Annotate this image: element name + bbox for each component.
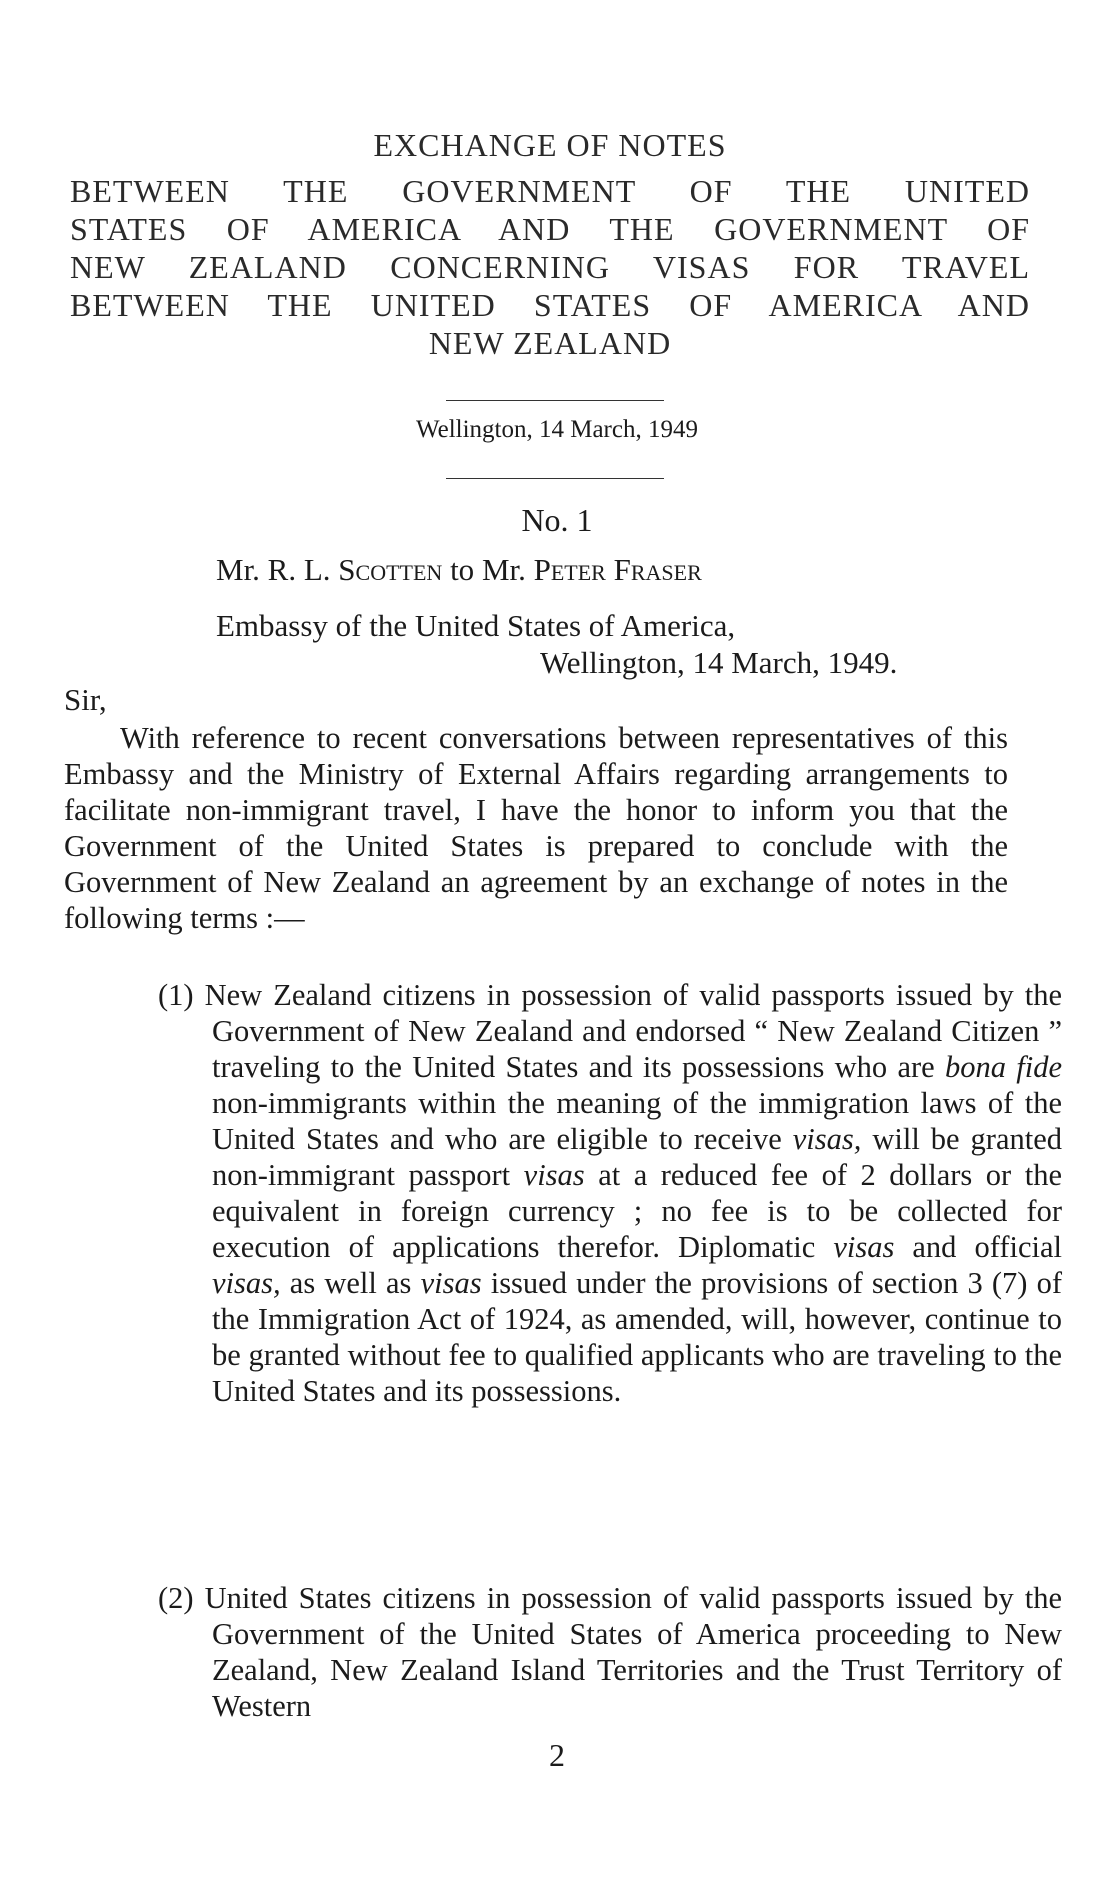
list-item — [158, 977, 1062, 1409]
opening-paragraph: With reference to recent conversations between representatives of this Embassy and the Ministry of External Affairs regarding arrangements to facilitate non-immigrant travel, I have the honor to inform you that the Government of the United States is prepared to conclude with the Government of New Zealand an agreement by an exchange of notes in the following terms :— — [64, 721, 1008, 935]
dateline: Wellington, 14 March, 1949 — [416, 416, 698, 443]
recipient-name: Peter Fraser — [533, 552, 702, 587]
heading-line-6: NEW ZEALAND — [428, 325, 672, 361]
item-text: non-immigrants within the meaning of the immigration laws of the United States and who are eligible to receive — [212, 1086, 1062, 1156]
item-text: at a reduced fee of 2 dollars or the equivalent in foreign currency ; no fee is to be collected for execution of applications therefor. Diplomatic — [212, 1158, 1062, 1264]
item-italic: visas, — [792, 1122, 862, 1156]
item-text: will be granted non-immigrant passport — [212, 1122, 1062, 1192]
bottom-rule — [446, 478, 664, 479]
item-text: as well as — [280, 1266, 421, 1300]
item-number: (1) — [158, 978, 194, 1012]
item-text: New Zealand citizens in possession of valid passports issued by the Government of New Zealand and endorsed “ New Zealand Citizen ” traveling to the United States and its possessions who are — [204, 978, 1062, 1084]
item-italic: visas — [420, 1266, 482, 1300]
top-rule — [446, 400, 664, 401]
address-line-2: Wellington, 14 March, 1949. — [540, 645, 898, 680]
parties-line — [216, 552, 702, 588]
item-italic: visas, — [212, 1266, 281, 1300]
heading-line-1: EXCHANGE OF NOTES — [373, 127, 727, 163]
item-italic: bona fide — [944, 1050, 1062, 1084]
heading-line-4: NEW ZEALAND CONCERNING VISAS FOR TRAVEL — [70, 249, 1030, 285]
item-italic: visas — [833, 1230, 895, 1264]
address-line-1: Embassy of the United States of America, — [216, 608, 736, 643]
sender-prefix: Mr. R. L. — [216, 552, 331, 587]
item-italic: visas — [523, 1158, 585, 1192]
heading-line-2: BETWEEN THE GOVERNMENT OF THE UNITED — [70, 173, 1030, 209]
to-word: to — [450, 552, 475, 587]
item-text: issued under the provisions of section 3 (7) of the Immigration Act of 1924, as amended, will, however, continue to be granted without fee to qualified applicants who are traveling to the United States and its possessions. — [212, 1266, 1062, 1408]
list-item — [158, 1580, 1062, 1724]
item-text: United States citizens in possession of valid passports issued by the Government of the United States of America proceeding to New Zealand, New Zealand Island Territories and the Trust Territory of Western — [204, 1581, 1062, 1723]
item-text: and official — [894, 1230, 1062, 1264]
recipient-prefix: Mr. — [481, 552, 526, 587]
heading-line-3: STATES OF AMERICA AND THE GOVERNMENT OF — [70, 211, 1030, 247]
note-number: No. 1 — [521, 502, 593, 538]
page-number: 2 — [549, 1737, 565, 1773]
item-number: (2) — [158, 1581, 194, 1615]
sender-name: Scotten — [338, 552, 443, 587]
salutation: Sir, — [64, 682, 107, 717]
heading-line-5: BETWEEN THE UNITED STATES OF AMERICA AND — [70, 287, 1030, 323]
